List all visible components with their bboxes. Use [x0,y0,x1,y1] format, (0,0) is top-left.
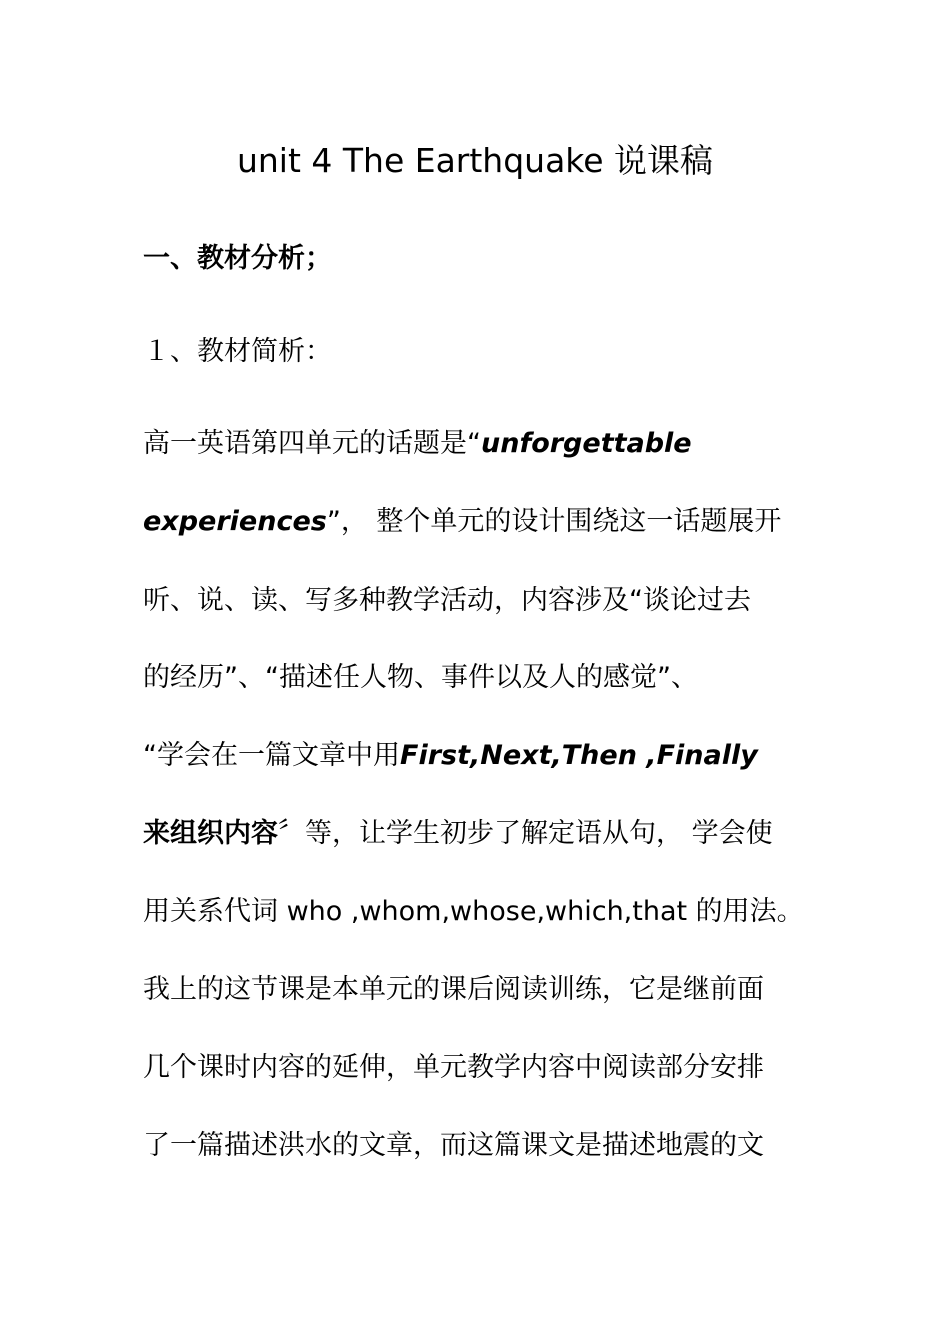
paragraph-line-2 [143,501,781,543]
paragraph-line-8 [143,969,764,1011]
bold-run: 来组织内容 [143,818,278,849]
text-run: 的经历”、“描述任人物、事件以及人的感觉”、 [143,662,698,693]
text-run: 我上的这节课是本单元的课后阅读训练，它是继前面 [143,974,764,1005]
text-run: 〞等，让学生初步了解定语从句， 学会使 [278,818,773,849]
subsection-heading: １、教材简析： [143,336,332,367]
text-run: “学会在一篇文章中用 [143,740,400,771]
text-run: 几个课时内容的延伸，单元教学内容中阅读部分安排 [143,1052,764,1083]
emphasis-run: unforgettable [481,428,692,459]
paragraph-line-7 [143,891,804,933]
text-run: 用关系代词 who ,whom,whose,which,that 的用法。 [143,896,804,927]
paragraph-line-9 [143,1047,764,1089]
text-run: 高一英语第四单元的话题是“ [143,428,481,459]
document-title: unit 4 The Earthquake 说课稿 [236,141,714,180]
paragraph-line-10 [143,1125,764,1167]
paragraph-line-6 [143,813,773,855]
section-heading: 一、教材分析； [143,243,332,274]
emphasis-run: experiences [143,506,327,537]
text-run: 了一篇描述洪水的文章，而这篇课文是描述地震的文 [143,1130,764,1161]
text-run: ”， 整个单元的设计围绕这一话题展开 [326,506,782,537]
paragraph-line-3 [143,580,751,622]
paragraph-line-1 [143,423,692,465]
text-run: 听、说、读、写多种教学活动，内容涉及“谈论过去 [143,585,751,616]
paragraph-line-4 [143,657,698,699]
paragraph-line-5 [143,735,758,777]
emphasis-run: First,Next,Then ,Finally [400,740,758,771]
